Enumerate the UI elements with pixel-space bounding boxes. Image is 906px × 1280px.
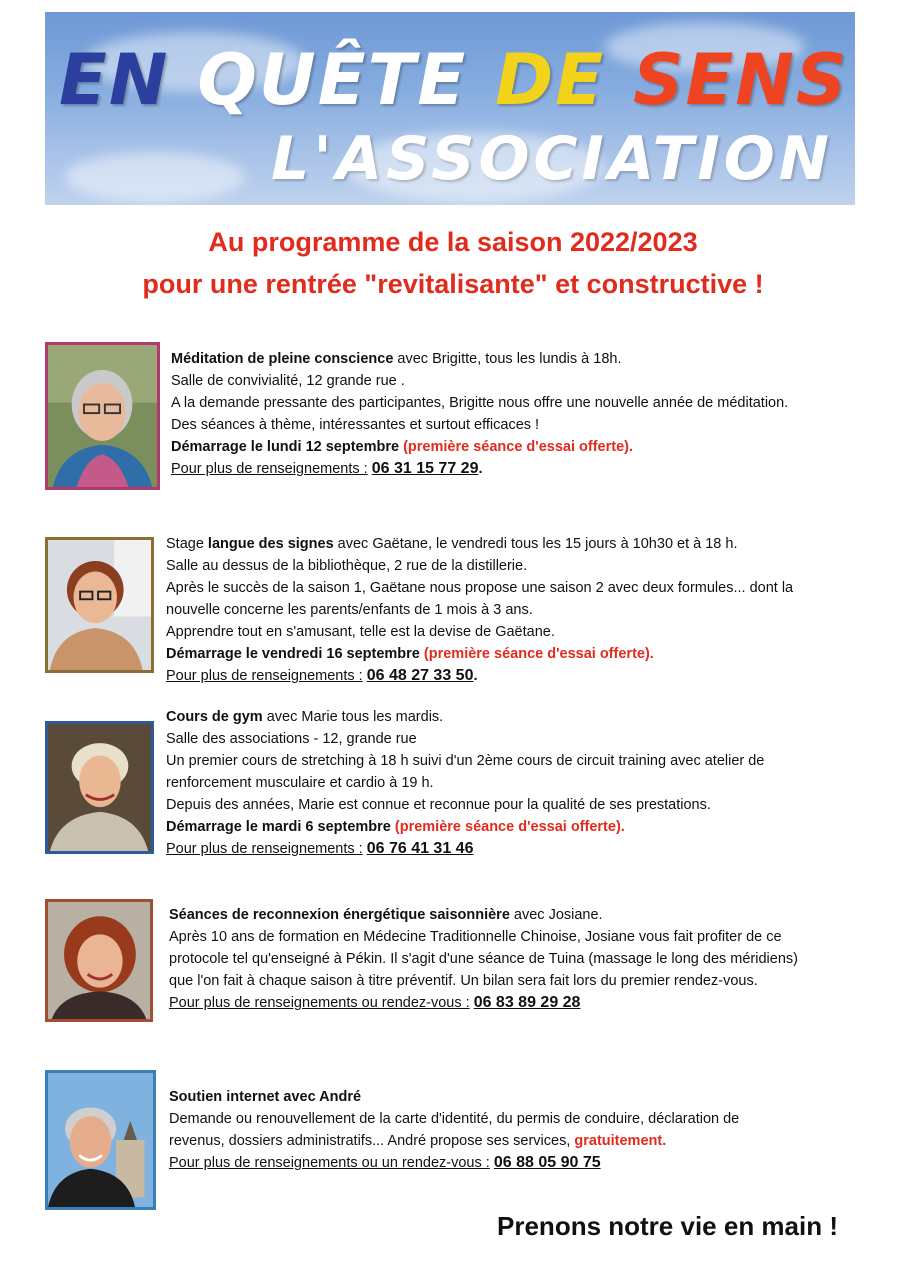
entry-text: Depuis des années, Marie est connue et reconnue pour la qualité de ses prestations. xyxy=(166,797,711,813)
entry-phone: 06 83 89 29 28 xyxy=(473,994,581,1011)
entry-title: langue des signes xyxy=(207,536,334,552)
photo-josiane xyxy=(45,899,153,1022)
photo-marie xyxy=(45,721,154,854)
entry-text: Après le succès de la saison 1, Gaëtane nous propose une saison 2 avec deux formules... dont la xyxy=(166,580,794,596)
entry-text: Salle des associations - 12, grande rue xyxy=(166,731,417,747)
entry-text: avec Josiane. xyxy=(509,907,603,923)
footer-slogan: Prenons notre vie en main ! xyxy=(497,1211,838,1241)
entry-start: Démarrage le lundi 12 septembre xyxy=(171,439,404,455)
heading-line-1: Au programme de la saison 2022/2023 xyxy=(208,227,698,257)
entry-text: Apprendre tout en s'amusant, telle est la devise de Gaëtane. xyxy=(166,624,555,640)
entry-reconnexion xyxy=(169,904,798,1014)
entry-text: Des séances à thème, intéressantes et surtout efficaces ! xyxy=(171,417,540,433)
banner xyxy=(45,12,855,205)
entry-phone-suffix: . xyxy=(478,461,483,477)
entry-trial: (première séance d'essai offerte). xyxy=(403,439,634,455)
banner-word-en: EN xyxy=(59,39,170,121)
entry-text: Salle de convivialité, 12 grande rue . xyxy=(171,373,405,389)
banner-title xyxy=(45,40,855,120)
entry-info-label: Pour plus de renseignements : xyxy=(166,841,363,857)
entry-phone-suffix: . xyxy=(473,668,478,684)
banner-word-de: DE xyxy=(495,39,606,121)
entry-trial: (première séance d'essai offerte). xyxy=(394,819,625,835)
entry-text: avec Marie tous les mardis. xyxy=(262,709,444,725)
entry-phone: 06 76 41 31 46 xyxy=(366,840,474,857)
entry-title: Séances de reconnexion énergétique saisonnière xyxy=(169,907,510,923)
banner-subtitle: L'ASSOCIATION xyxy=(271,124,833,194)
entry-text: protocole tel qu'enseigné à Pékin. Il s'agit d'une séance de Tuina (massage le long des méridiens) xyxy=(169,951,798,967)
entry-soutien-internet xyxy=(169,1086,739,1174)
entry-info-label: Pour plus de renseignements : xyxy=(171,461,368,477)
entry-text: A la demande pressante des participantes, Brigitte nous offre une nouvelle année de méditation. xyxy=(171,395,789,411)
entry-trial: (première séance d'essai offerte). xyxy=(423,646,654,662)
entry-title: Cours de gym xyxy=(166,709,263,725)
photo-gaetane xyxy=(45,537,154,673)
entry-gym xyxy=(166,706,764,860)
entry-free-label: gratuitement. xyxy=(574,1133,667,1149)
entry-info-label: Pour plus de renseignements : xyxy=(166,668,363,684)
entry-start: Démarrage le vendredi 16 septembre xyxy=(166,646,424,662)
entry-text: que l'on fait à chaque saison à titre préventif. Un bilan sera fait lors du premier rendez-vous. xyxy=(169,973,758,989)
entry-title: Soutien internet avec André xyxy=(169,1089,362,1105)
heading-line-2: pour une rentrée "revitalisante" et constructive ! xyxy=(142,269,764,299)
entry-text: Après 10 ans de formation en Médecine Traditionnelle Chinoise, Josiane vous fait profiter de ce xyxy=(169,929,782,945)
photo-andre xyxy=(45,1070,156,1210)
entry-info-label: Pour plus de renseignements ou un rendez-vous : xyxy=(169,1155,490,1171)
entry-text: nouvelle concerne les parents/enfants de 1 mois à 3 ans. xyxy=(166,602,533,618)
entry-phone: 06 31 15 77 29 xyxy=(371,460,479,477)
entry-phone: 06 48 27 33 50 xyxy=(366,667,474,684)
banner-word-sens: SENS xyxy=(633,39,849,121)
entry-text: renforcement musculaire et cardio à 19 h. xyxy=(166,775,434,791)
entry-meditation xyxy=(171,348,788,480)
entry-text: Un premier cours de stretching à 18 h suivi d'un 2ème cours de circuit training avec atelier de xyxy=(166,753,765,769)
entry-text: avec Gaëtane, le vendredi tous les 15 jours à 10h30 et à 18 h. xyxy=(333,536,738,552)
entry-title: Méditation de pleine conscience xyxy=(171,351,394,367)
entry-info-label: Pour plus de renseignements ou rendez-vous : xyxy=(169,995,470,1011)
photo-brigitte xyxy=(45,342,160,490)
entry-text: revenus, dossiers administratifs... André propose ses services, xyxy=(169,1133,575,1149)
entry-start: Démarrage le mardi 6 septembre xyxy=(166,819,395,835)
entry-text: Demande ou renouvellement de la carte d'identité, du permis de conduire, déclaration de xyxy=(169,1111,740,1127)
entry-text: Salle au dessus de la bibliothèque, 2 rue de la distillerie. xyxy=(166,558,528,574)
entry-langue-des-signes xyxy=(166,533,793,687)
banner-word-quete: QUÊTE xyxy=(197,39,468,121)
entry-text: avec Brigitte, tous les lundis à 18h. xyxy=(393,351,622,367)
entry-text: Stage xyxy=(166,536,208,552)
entry-phone: 06 88 05 90 75 xyxy=(493,1154,601,1171)
